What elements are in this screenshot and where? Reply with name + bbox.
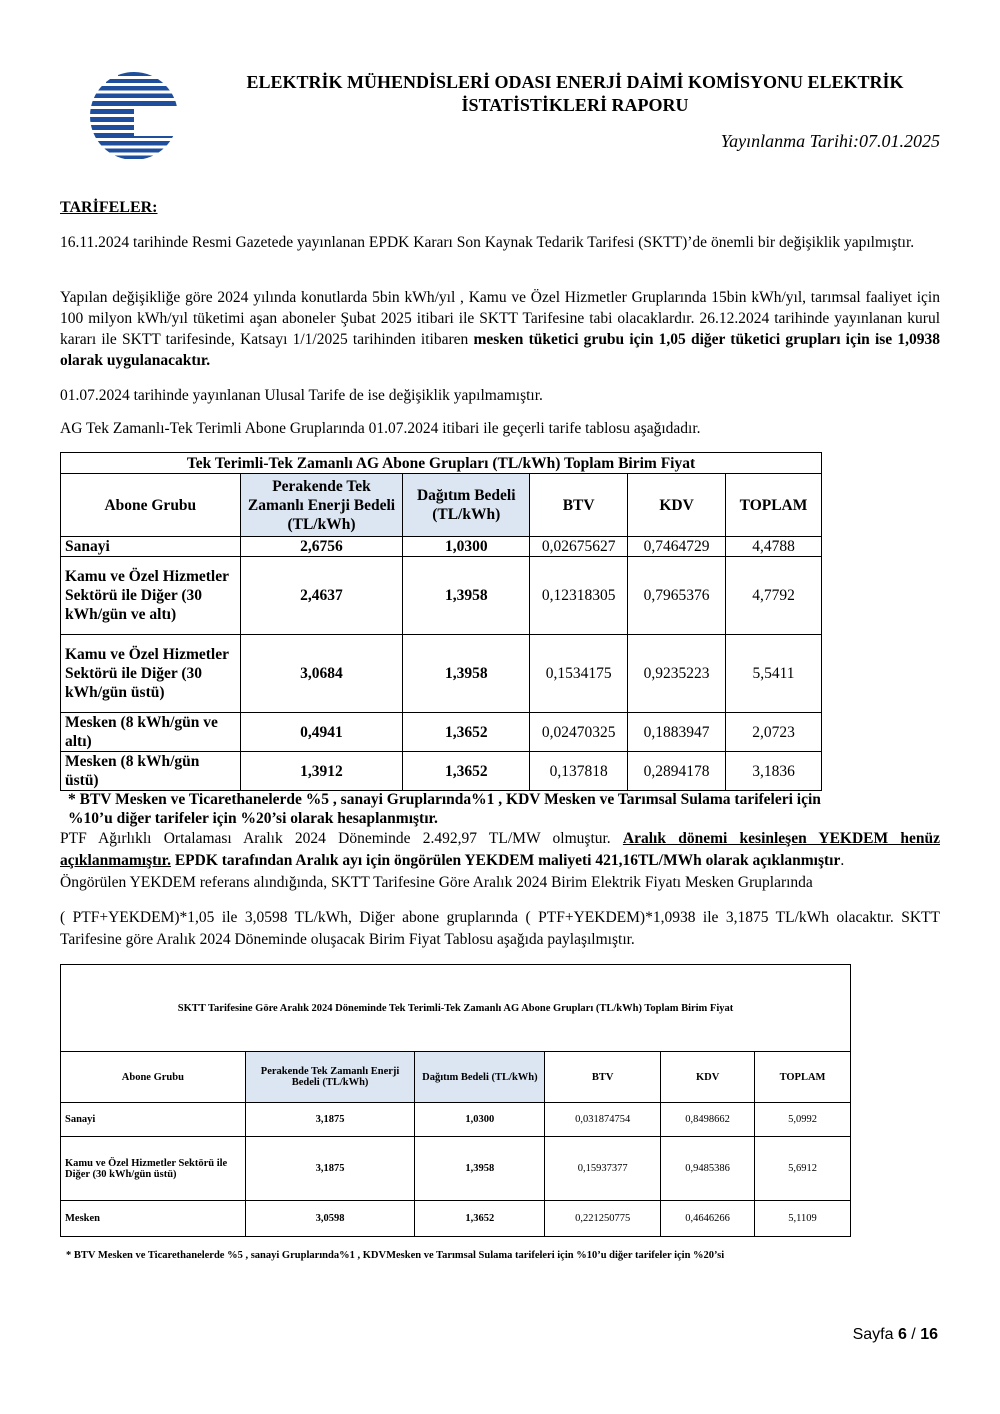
cell-distribution: 1,3652 bbox=[415, 1201, 545, 1237]
cell-total: 5,6912 bbox=[755, 1137, 851, 1201]
cell-group: Sanayi bbox=[61, 537, 241, 557]
col-header-dagitim: Dağıtım Bedeli (TL/kWh) bbox=[415, 1052, 545, 1103]
cell-btv: 0,1534175 bbox=[530, 635, 628, 713]
paragraph-5-end: . bbox=[840, 852, 845, 869]
paragraph-2 bbox=[60, 287, 940, 371]
cell-distribution: 1,0300 bbox=[403, 537, 530, 557]
paragraph-6: ( PTF+YEKDEM)*1,05 ile 3,0598 TL/kWh, Diğer abone gruplarında ( PTF+YEKDEM)*1,0938 ile 3,1875 TL/kWh olacaktır. SKTT Tarifesine göre Aralık 2024 Döneminde oluşacak Birim Fiyat Tablosu aşağıda paylaşılmıştır. bbox=[60, 909, 940, 948]
cell-total: 5,0992 bbox=[755, 1103, 851, 1137]
table-row bbox=[61, 1137, 851, 1201]
cell-kdv: 0,7464729 bbox=[628, 537, 726, 557]
page-separator: / bbox=[906, 1326, 921, 1343]
cell-energy: 1,3912 bbox=[240, 752, 403, 791]
report-title-line2: İSTATİSTİKLERİ RAPORU bbox=[461, 95, 689, 115]
table-row bbox=[61, 1103, 851, 1137]
col-header-perakende: Perakende Tek Zamanlı Enerji Bedeli (TL/kWh) bbox=[245, 1052, 415, 1103]
cell-btv: 0,02470325 bbox=[530, 713, 628, 752]
paragraph-2-bold: mesken tüketici grubu için 1,05 diğer tüketici grupları için ise 1,0938 olarak uygulanacaktır. bbox=[60, 331, 940, 369]
table-caption: SKTT Tarifesine Göre Aralık 2024 Döneminde Tek Terimli-Tek Zamanlı AG Abone Grupları (TL/kWh) Toplam Birim Fiyat bbox=[61, 965, 851, 1052]
paragraph-3: 01.07.2024 tarihinde yayınlanan Ulusal Tarife de ise değişiklik yapılmamıştır. bbox=[60, 387, 543, 404]
cell-kdv: 0,1883947 bbox=[628, 713, 726, 752]
col-header-abone-grubu: Abone Grubu bbox=[61, 474, 241, 537]
cell-btv: 0,137818 bbox=[530, 752, 628, 791]
cell-total: 3,1836 bbox=[726, 752, 822, 791]
cell-kdv: 0,2894178 bbox=[628, 752, 726, 791]
cell-total: 4,4788 bbox=[726, 537, 822, 557]
cell-total: 5,5411 bbox=[726, 635, 822, 713]
cell-distribution: 1,3652 bbox=[403, 713, 530, 752]
paragraph-5-bold: EPDK tarafından Aralık ayı için öngörülen YEKDEM maliyeti 421,16TL/MWh olarak açıklanmıştır bbox=[170, 852, 841, 869]
cell-energy: 3,1875 bbox=[245, 1137, 415, 1201]
col-header-toplam: TOPLAM bbox=[726, 474, 822, 537]
paragraph-5-line3: Öngörülen YEKDEM referans alındığında, SKTT Tarifesine Göre Aralık 2024 Birim Elektrik Fiyatı Mesken Gruplarında bbox=[60, 874, 813, 891]
tariff-table-sktt bbox=[60, 964, 851, 1237]
cell-group: Kamu ve Özel Hizmetler Sektörü ile Diğer (30 kWh/gün üstü) bbox=[61, 635, 241, 713]
tariff-table-current bbox=[60, 452, 822, 791]
col-header-btv: BTV bbox=[545, 1052, 661, 1103]
cell-btv: 0,15937377 bbox=[545, 1137, 661, 1201]
cell-btv: 0,221250775 bbox=[545, 1201, 661, 1237]
cell-distribution: 1,3958 bbox=[403, 635, 530, 713]
col-header-toplam: TOPLAM bbox=[755, 1052, 851, 1103]
table-row bbox=[61, 557, 822, 635]
cell-total: 5,1109 bbox=[755, 1201, 851, 1237]
col-header-kdv: KDV bbox=[628, 474, 726, 537]
publish-date: Yayınlanma Tarihi:07.01.2025 bbox=[720, 131, 940, 151]
table-row bbox=[61, 537, 822, 557]
cell-group: Kamu ve Özel Hizmetler Sektörü ile Diğer (30 kWh/gün üstü) bbox=[61, 1137, 246, 1201]
cell-total: 2,0723 bbox=[726, 713, 822, 752]
section-title: TARİFELER: bbox=[60, 199, 158, 216]
page-number bbox=[853, 1326, 938, 1344]
cell-energy: 2,6756 bbox=[240, 537, 403, 557]
cell-distribution: 1,3958 bbox=[415, 1137, 545, 1201]
col-header-kdv: KDV bbox=[661, 1052, 755, 1103]
cell-distribution: 1,0300 bbox=[415, 1103, 545, 1137]
cell-energy: 3,0684 bbox=[240, 635, 403, 713]
table-row bbox=[61, 713, 822, 752]
table-note: * BTV Mesken ve Ticarethanelerde %5 , sanayi Gruplarında%1 , KDV Mesken ve Tarımsal Sulama tarifeleri için %10’u diğer tarifeler için %20’si olarak hesaplanmıştır. bbox=[68, 791, 821, 827]
table-caption: Tek Terimli-Tek Zamanlı AG Abone Grupları (TL/kWh) Toplam Birim Fiyat bbox=[61, 453, 822, 474]
paragraph-4: AG Tek Zamanlı-Tek Terimli Abone Gruplarında 01.07.2024 itibari ile geçerli tarife tablosu aşağıdadır. bbox=[60, 420, 701, 437]
cell-btv: 0,02675627 bbox=[530, 537, 628, 557]
paragraph-2-text: Yapılan değişikliğe göre 2024 yılında konutlarda 5bin kWh/yıl , Kamu ve Özel Hizmetler Gruplarında 15bin kWh/yıl, tarımsal faaliyet için 100 milyon kWh/yıl tüketimi aşan aboneler Şubat 2025 itibari ile SKTT Tarifesine tabi olacaklardır. 26.12.2024 tarihinde yayınlanan kurul kararı ile SKTT tarifesinde, Katsayı 1/1/2025 tarihinden itibaren bbox=[60, 289, 940, 348]
page-label: Sayfa bbox=[852, 1326, 894, 1343]
emo-logo-icon bbox=[88, 70, 180, 162]
cell-group: Sanayi bbox=[61, 1103, 246, 1137]
cell-group: Kamu ve Özel Hizmetler Sektörü ile Diğer (30 kWh/gün ve altı) bbox=[61, 557, 241, 635]
cell-kdv: 0,4646266 bbox=[661, 1201, 755, 1237]
cell-total: 4,7792 bbox=[726, 557, 822, 635]
cell-group: Mesken (8 kWh/gün ve altı) bbox=[61, 713, 241, 752]
paragraph-5-text: PTF Ağırlıklı Ortalaması Aralık 2024 Döneminde 2.492,97 TL/MW olmuştur. bbox=[60, 830, 623, 847]
col-header-btv: BTV bbox=[530, 474, 628, 537]
table-note: * BTV Mesken ve Ticarethanelerde %5 , sanayi Gruplarında%1 , KDVMesken ve Tarımsal Sulama tarifeleri için %10’u diğer tarifeler için %20’si bbox=[66, 1250, 725, 1261]
cell-kdv: 0,8498662 bbox=[661, 1103, 755, 1137]
cell-kdv: 0,7965376 bbox=[628, 557, 726, 635]
cell-btv: 0,12318305 bbox=[530, 557, 628, 635]
table-row bbox=[61, 1201, 851, 1237]
cell-distribution: 1,3652 bbox=[403, 752, 530, 791]
cell-energy: 2,4637 bbox=[240, 557, 403, 635]
cell-energy: 3,0598 bbox=[245, 1201, 415, 1237]
cell-group: Mesken (8 kWh/gün üstü) bbox=[61, 752, 241, 791]
cell-kdv: 0,9235223 bbox=[628, 635, 726, 713]
cell-energy: 0,4941 bbox=[240, 713, 403, 752]
page-current: 6 bbox=[897, 1326, 907, 1343]
paragraph-5-underline: Aralık dönemi kesinleşen YEKDEM henüz açıklanmamıştır. bbox=[60, 830, 940, 869]
col-header-abone-grubu: Abone Grubu bbox=[61, 1052, 246, 1103]
col-header-perakende: Perakende Tek Zamanlı Enerji Bedeli (TL/kWh) bbox=[240, 474, 403, 537]
cell-btv: 0,031874754 bbox=[545, 1103, 661, 1137]
page-total: 16 bbox=[920, 1326, 938, 1343]
cell-energy: 3,1875 bbox=[245, 1103, 415, 1137]
table-row bbox=[61, 635, 822, 713]
cell-kdv: 0,9485386 bbox=[661, 1137, 755, 1201]
report-title-line1: ELEKTRİK MÜHENDİSLERİ ODASI ENERJİ DAİMİ KOMİSYONU ELEKTRİK bbox=[246, 72, 904, 92]
cell-distribution: 1,3958 bbox=[403, 557, 530, 635]
paragraph-1: 16.11.2024 tarihinde Resmi Gazetede yayınlanan EPDK Kararı Son Kaynak Tedarik Tarifesi (SKTT)’de önemli bir değişiklik yapılmıştır. bbox=[60, 234, 915, 251]
cell-group: Mesken bbox=[61, 1201, 246, 1237]
col-header-dagitim: Dağıtım Bedeli (TL/kWh) bbox=[403, 474, 530, 537]
paragraph-5 bbox=[60, 828, 940, 894]
report-title bbox=[215, 71, 935, 117]
table-row bbox=[61, 752, 822, 791]
